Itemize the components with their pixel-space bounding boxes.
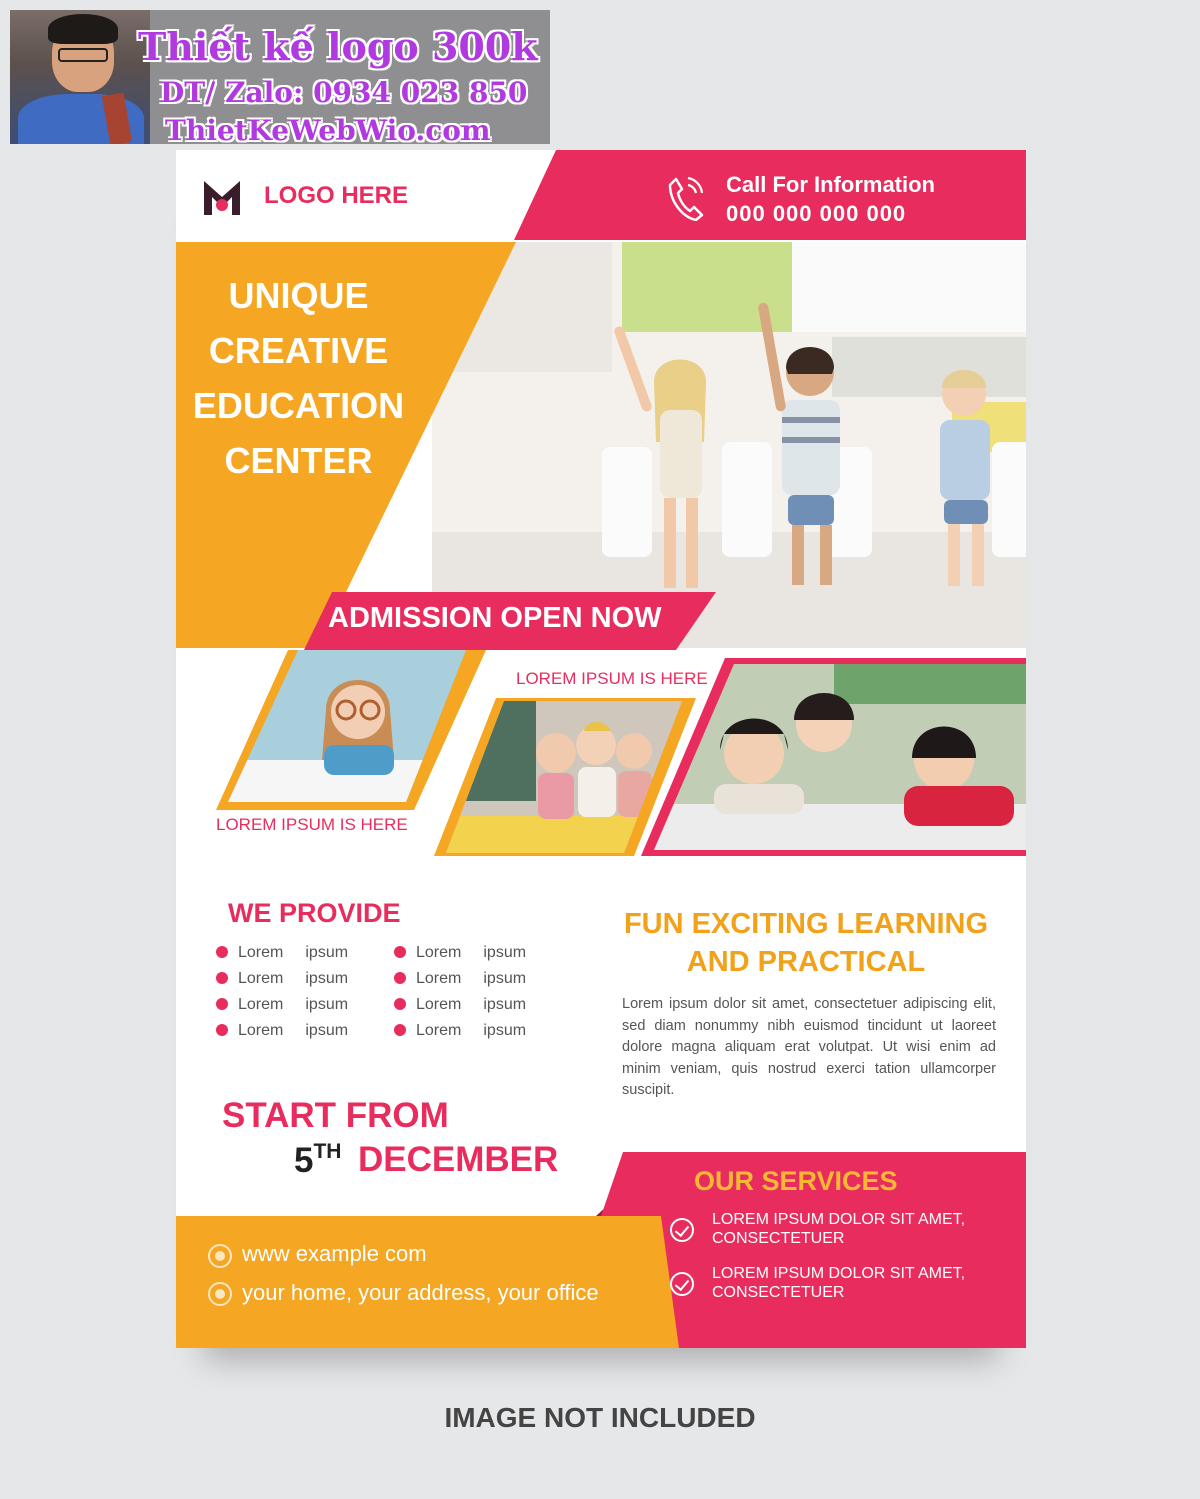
bullet-dot (216, 998, 228, 1010)
services-title: OUR SERVICES (694, 1166, 898, 1196)
caption-middle: LOREM IPSUM IS HERE (516, 669, 708, 688)
start-day: 5TH (294, 1140, 342, 1180)
logo-icon (202, 177, 242, 215)
provide-item: Lorem ipsum (216, 944, 348, 962)
fun-body-text: Lorem ipsum dolor sit amet, consectetuer adipiscing elit, sed diam nonummy nibh euismod tincidunt ut laoreet dolore magna aliquam erat volutpat. Ut wisi enim ad minim veniam, quis nostrud exerci tation ullamcorper suscipit. (622, 996, 996, 1099)
check-circle-icon (670, 1272, 694, 1296)
hero-photo (432, 242, 1026, 648)
image-not-included-caption: IMAGE NOT INCLUDED (444, 1402, 756, 1433)
provide-item: Lorem ipsum (394, 1022, 526, 1040)
promo-website: ThietKeWebWio.com (165, 114, 491, 144)
start-month: DECEMBER (358, 1140, 559, 1179)
logo-text: LOGO HERE (264, 182, 409, 209)
hero-heading-line: CREATIVE (208, 330, 389, 371)
globe-icon (208, 1244, 232, 1268)
provide-item: Lorem ipsum (394, 970, 526, 988)
promo-banner (10, 10, 550, 144)
fun-heading-line: AND PRACTICAL (686, 946, 926, 978)
location-icon (208, 1282, 232, 1306)
bullet-dot (394, 998, 406, 1010)
hero-heading-line: CENTER (224, 440, 373, 481)
hero-heading-line: EDUCATION (192, 385, 405, 426)
provide-item: Lorem ipsum (216, 1022, 348, 1040)
promo-phone: DT/ Zalo: 0934 023 850 (160, 76, 528, 109)
bullet-dot (394, 972, 406, 984)
bullet-dot (216, 1024, 228, 1036)
call-label: Call For Information (726, 172, 935, 197)
hero-heading-line: UNIQUE (228, 275, 369, 316)
check-circle-icon (670, 1218, 694, 1242)
bullet-dot (394, 946, 406, 958)
promo-avatar (10, 10, 150, 144)
service-item: LOREM IPSUM DOLOR SIT AMET, CONSECTETUER (712, 1211, 966, 1247)
bullet-dot (216, 946, 228, 958)
provide-item: Lorem ipsum (216, 970, 348, 988)
phone-icon (666, 175, 704, 221)
provide-title: WE PROVIDE (228, 898, 401, 928)
bullet-dot (216, 972, 228, 984)
start-from-text: START FROM (222, 1096, 449, 1135)
footer-address: your home, your address, your office (242, 1280, 599, 1305)
fun-heading-line: FUN EXCITING LEARNING (623, 908, 989, 940)
bullet-dot (394, 1024, 406, 1036)
kids-group-photo (446, 701, 682, 853)
provide-item: Lorem ipsum (394, 996, 526, 1014)
promo-title: Thiết kế logo 300k (138, 24, 538, 69)
girl-photo (228, 650, 466, 802)
children-drawing-photo (654, 664, 1026, 850)
admission-text: ADMISSION OPEN NOW (328, 602, 662, 634)
flyer (176, 150, 1026, 1348)
call-number: 000 000 000 000 (726, 201, 907, 226)
service-item: LOREM IPSUM DOLOR SIT AMET, CONSECTETUER (712, 1265, 966, 1301)
provide-item: Lorem ipsum (216, 996, 348, 1014)
footer-website: www example com (242, 1241, 427, 1266)
caption-left: LOREM IPSUM IS HERE (216, 815, 408, 834)
provide-item: Lorem ipsum (394, 944, 526, 962)
